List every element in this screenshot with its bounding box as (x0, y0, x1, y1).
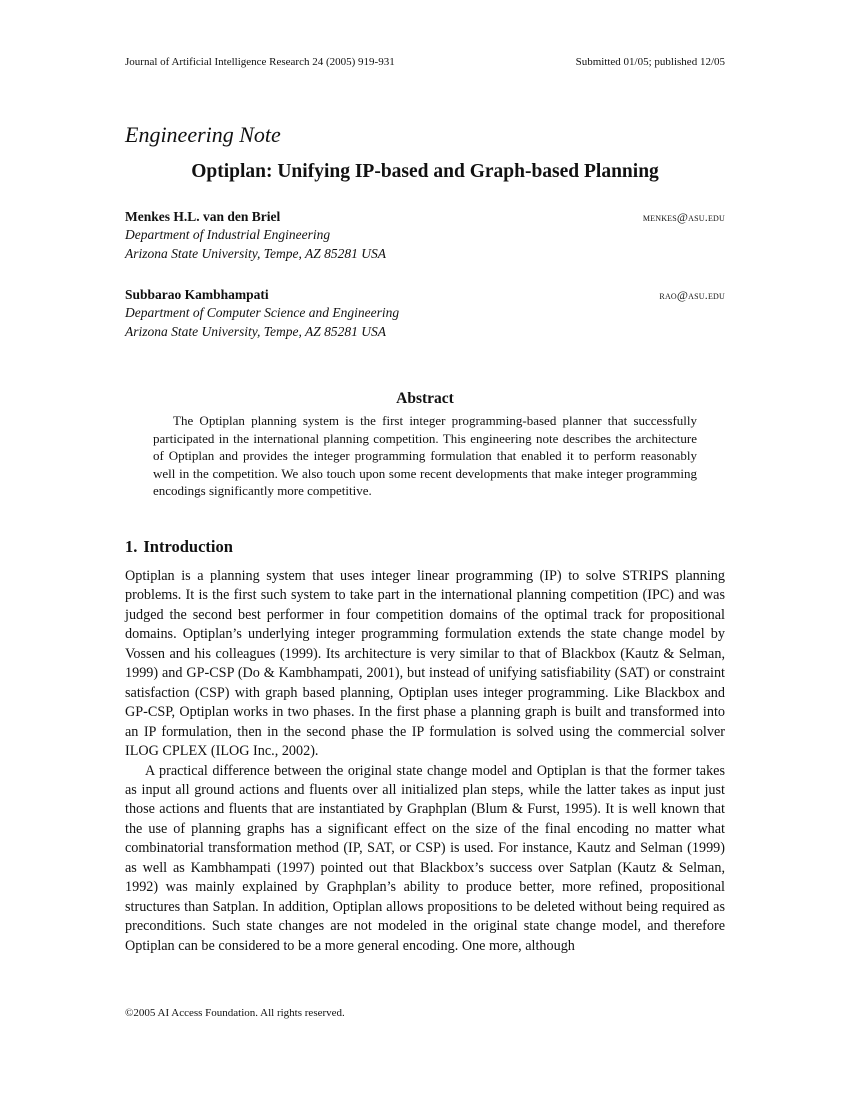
paper-title: Optiplan: Unifying IP-based and Graph-based Planning (191, 161, 659, 182)
author-name: Menkes H.L. van den Briel (125, 209, 281, 224)
author-department: Department of Industrial Engineering (125, 227, 331, 242)
abstract-paragraph: The Optiplan planning system is the first integer programming-based planner that successfully participated in the international planning competition. This engineering note describes the architecture of Optiplan and provides the integer programming formulation that enabled it to perform reasonably well in the competition. We also touch upon some recent developments that make integer programming encodings significantly more competitive. (153, 413, 697, 499)
engineering-note-label: Engineering Note (125, 122, 281, 147)
author-email: menkes@asu.edu (642, 210, 725, 224)
author-email: rao@asu.edu (659, 288, 725, 302)
section-heading (125, 537, 233, 557)
author-department: Department of Computer Science and Engineering (125, 305, 400, 320)
journal-citation: Journal of Artificial Intelligence Research 24 (2005) 919-931 (125, 56, 395, 68)
body-paragraph: A practical difference between the original state change model and Optiplan is that the former takes as input all ground actions and fluents over all initialized plan steps, while the latter takes as input just those actions and fluents that are instantiated by Graphplan (Blum & Furst, 1995). It is well known that the use of planning graphs has a significant effect on the size of the final encoding no matter what combinatorial transformation method (IP, SAT, or CSP) is used. For instance, Kautz and Selman (1999) as well as Kambhampati (1997) pointed out that Blackbox’s success over Satplan (Kautz & Selman, 1992) was mainly explained by Graphplan’s ability to produce better, more refined, propositional structures than Satplan. In addition, Optiplan allows propositions to be deleted without being required as preconditions. Such state changes are not modeled in the original state change model, and therefore Optiplan can be considered to be a more general encoding. One more, although (125, 762, 725, 954)
copyright-footer: ©2005 AI Access Foundation. All rights reserved. (125, 1007, 345, 1019)
abstract-text (153, 412, 697, 500)
author-university: Arizona State University, Tempe, AZ 85281 USA (125, 323, 386, 339)
introduction-body (125, 567, 725, 956)
paper-page (125, 0, 725, 1100)
submission-dates: Submitted 01/05; published 12/05 (575, 56, 725, 68)
abstract-heading: Abstract (396, 390, 454, 407)
body-paragraph: Optiplan is a planning system that uses integer linear programming (IP) to solve STRIPS planning problems. It is the first such system to take part in the international planning competition (IPC) and was judged the second best performer in four competition domains of the optimal track for propositional domains. Optiplan’s underlying integer programming formulation extends the state change model by Vossen and his colleagues (1999). Its architecture is very similar to that of Blackbox (Kautz & Selman, 1999) and GP-CSP (Do & Kambhampati, 2001), but instead of unifying satisfiability (SAT) or constraint satisfaction (CSP) with graph based planning, Optiplan uses integer programming. Like Blackbox and GP-CSP, Optiplan works in two phases. In the first phase a planning graph is built and transformed into an IP formulation, then in the second phase the IP formulation is solved using the commercial solver ILOG CPLEX (ILOG Inc., 2002). (125, 568, 725, 760)
author-block-1 (125, 208, 725, 263)
author-name: Subbarao Kambhampati (125, 287, 269, 302)
author-university: Arizona State University, Tempe, AZ 85281 USA (125, 245, 386, 261)
section-number: 1. (125, 537, 138, 556)
section-title: Introduction (143, 537, 233, 556)
running-head (125, 55, 725, 69)
author-block-2 (125, 286, 725, 341)
